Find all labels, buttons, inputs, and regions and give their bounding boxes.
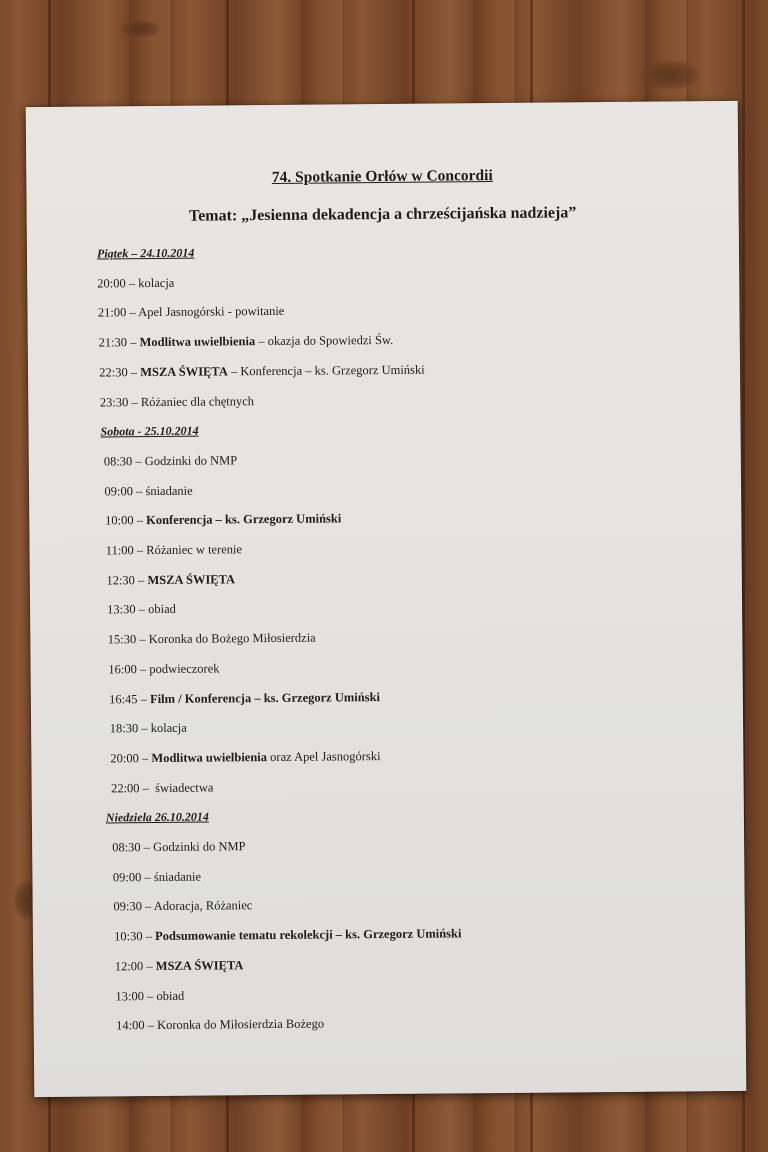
entry-time: 15:30: [107, 632, 137, 647]
entry-separator: –: [141, 869, 154, 884]
entry-separator: –: [125, 275, 139, 290]
schedule-entry: [106, 572, 235, 588]
schedule-entry: [105, 512, 341, 529]
day-header-sunday: Niedziela 26.10.2014: [105, 809, 209, 825]
entry-description: oraz Apel Jasnogórski: [266, 748, 381, 764]
entry-time: 08:30: [103, 454, 133, 469]
schedule-entry: [110, 749, 380, 766]
entry-time: 14:00: [116, 1018, 145, 1033]
entry-time: 20:00: [97, 275, 126, 291]
entry-separator: –: [139, 780, 156, 795]
schedule-entry: [104, 483, 192, 499]
schedule-entry: [99, 362, 425, 380]
entry-separator: –: [137, 691, 151, 706]
schedule-entry: [114, 926, 461, 944]
schedule-entry: [107, 602, 176, 618]
entry-description: Godzinki do NMP: [153, 839, 246, 855]
day-header-friday: Piątek – 24.10.2014: [96, 245, 195, 261]
entry-time: 13:00: [115, 988, 144, 1003]
entry-description: obiad: [156, 988, 185, 1003]
entry-time: 09:00: [112, 869, 142, 885]
schedule-entry: [104, 453, 237, 469]
entry-separator: –: [138, 721, 151, 736]
entry-time: 12:00: [114, 958, 144, 974]
entry-separator: –: [136, 632, 149, 647]
entry-description: obiad: [148, 602, 176, 617]
entry-separator: –: [126, 305, 139, 320]
document-subtitle: Temat: „Jesienna dekadencja a chrześcijańska nadzieja”: [188, 204, 577, 225]
entry-separator: –: [135, 602, 149, 617]
schedule-entry: [115, 958, 244, 974]
entry-separator: –: [140, 840, 154, 855]
entry-description: śniadanie: [145, 483, 193, 498]
entry-highlight: Modlitwa uwielbienia: [139, 334, 256, 350]
schedule-entry: [108, 631, 316, 648]
entry-description: Apel Jasnogórski - powitanie: [138, 304, 285, 320]
entry-separator: –: [127, 364, 141, 380]
entry-highlight: MSZA ŚWIĘTA: [147, 572, 236, 587]
entry-time: 13:30: [107, 602, 136, 617]
entry-time: 10:00: [105, 513, 134, 528]
entry-time: 16:00: [108, 661, 137, 677]
entry-separator: –: [144, 1018, 158, 1033]
schedule-entry: [98, 304, 285, 321]
entry-time: 22:30: [99, 365, 128, 380]
entry-description: – okazja do Spowiedzi Św.: [255, 333, 394, 349]
entry-time: 10:30: [114, 929, 143, 944]
entry-time: 22:00: [110, 780, 140, 796]
entry-description: świadectwa: [155, 780, 214, 795]
entry-separator: –: [126, 335, 140, 350]
entry-time: 18:30: [109, 721, 139, 736]
entry-description: podwieczorek: [149, 661, 220, 676]
entry-time: 21:30: [98, 335, 128, 350]
wood-knot: [640, 60, 700, 90]
entry-separator: –: [134, 572, 148, 587]
entry-highlight: Film / Konferencja – ks. Grzegorz Umiński: [149, 689, 381, 706]
entry-separator: –: [132, 483, 146, 498]
schedule-entry: [106, 542, 242, 558]
schedule-entry: [116, 1017, 324, 1034]
schedule-entry: [98, 333, 393, 351]
schedule-entry: [111, 780, 214, 796]
entry-time: 09:30: [113, 899, 143, 914]
entry-description: Różaniec dla chętnych: [140, 393, 255, 409]
entry-time: 12:30: [106, 572, 135, 588]
entry-time: 08:30: [112, 840, 141, 855]
entry-description: Różaniec w terenie: [146, 542, 243, 558]
schedule-entry: [113, 899, 252, 915]
schedule-entry: [115, 988, 184, 1004]
entry-time: 16:45: [108, 691, 138, 706]
entry-separator: –: [133, 513, 147, 528]
entry-separator: –: [143, 958, 156, 973]
entry-time: 21:00: [97, 305, 127, 320]
entry-separator: –: [143, 988, 157, 1003]
entry-separator: –: [142, 929, 156, 944]
entry-description: Adoracja, Różaniec: [153, 898, 253, 914]
entry-description: kolacja: [150, 720, 187, 736]
entry-separator: –: [133, 543, 147, 558]
schedule-entry: [97, 276, 174, 292]
entry-time: 20:00: [110, 751, 139, 766]
schedule-entry: [110, 721, 187, 737]
entry-time: 11:00: [105, 543, 134, 558]
entry-description: – Konferencja – ks. Grzegorz Umiński: [227, 362, 425, 379]
entry-separator: –: [128, 394, 141, 409]
entry-time: 23:30: [99, 394, 129, 409]
entry-highlight: Podsumowanie tematu rekolekcji – ks. Grzegorz Umiński: [155, 926, 462, 944]
day-header-saturday: Sobota - 25.10.2014: [100, 423, 199, 439]
schedule-entry: [108, 661, 219, 677]
entry-highlight: MSZA ŚWIĘTA: [140, 364, 228, 379]
entry-time: 09:00: [104, 483, 133, 499]
entry-separator: –: [141, 899, 154, 914]
entry-description: Koronka do Bożego Miłosierdzia: [148, 630, 316, 647]
document-title: 74. Spotkanie Orłów w Concordii: [271, 167, 493, 186]
schedule-entry: [100, 394, 254, 410]
schedule-entry: [113, 869, 201, 885]
schedule-entry: [112, 839, 245, 855]
entry-separator: –: [136, 661, 150, 676]
entry-separator: –: [138, 750, 152, 766]
entry-highlight: MSZA ŚWIĘTA: [155, 958, 244, 973]
entry-description: śniadanie: [153, 869, 202, 884]
entry-highlight: Modlitwa uwielbienia: [151, 749, 268, 765]
wood-knot: [120, 20, 160, 38]
schedule-paper-sheet: [26, 101, 747, 1097]
schedule-entry: [109, 690, 380, 707]
entry-highlight: Konferencja – ks. Grzegorz Umiński: [146, 511, 342, 528]
entry-description: Koronka do Miłosierdzia Bożego: [157, 1016, 325, 1033]
entry-description: Godzinki do NMP: [144, 453, 238, 468]
entry-description: kolacja: [138, 275, 175, 290]
entry-separator: –: [132, 453, 145, 469]
